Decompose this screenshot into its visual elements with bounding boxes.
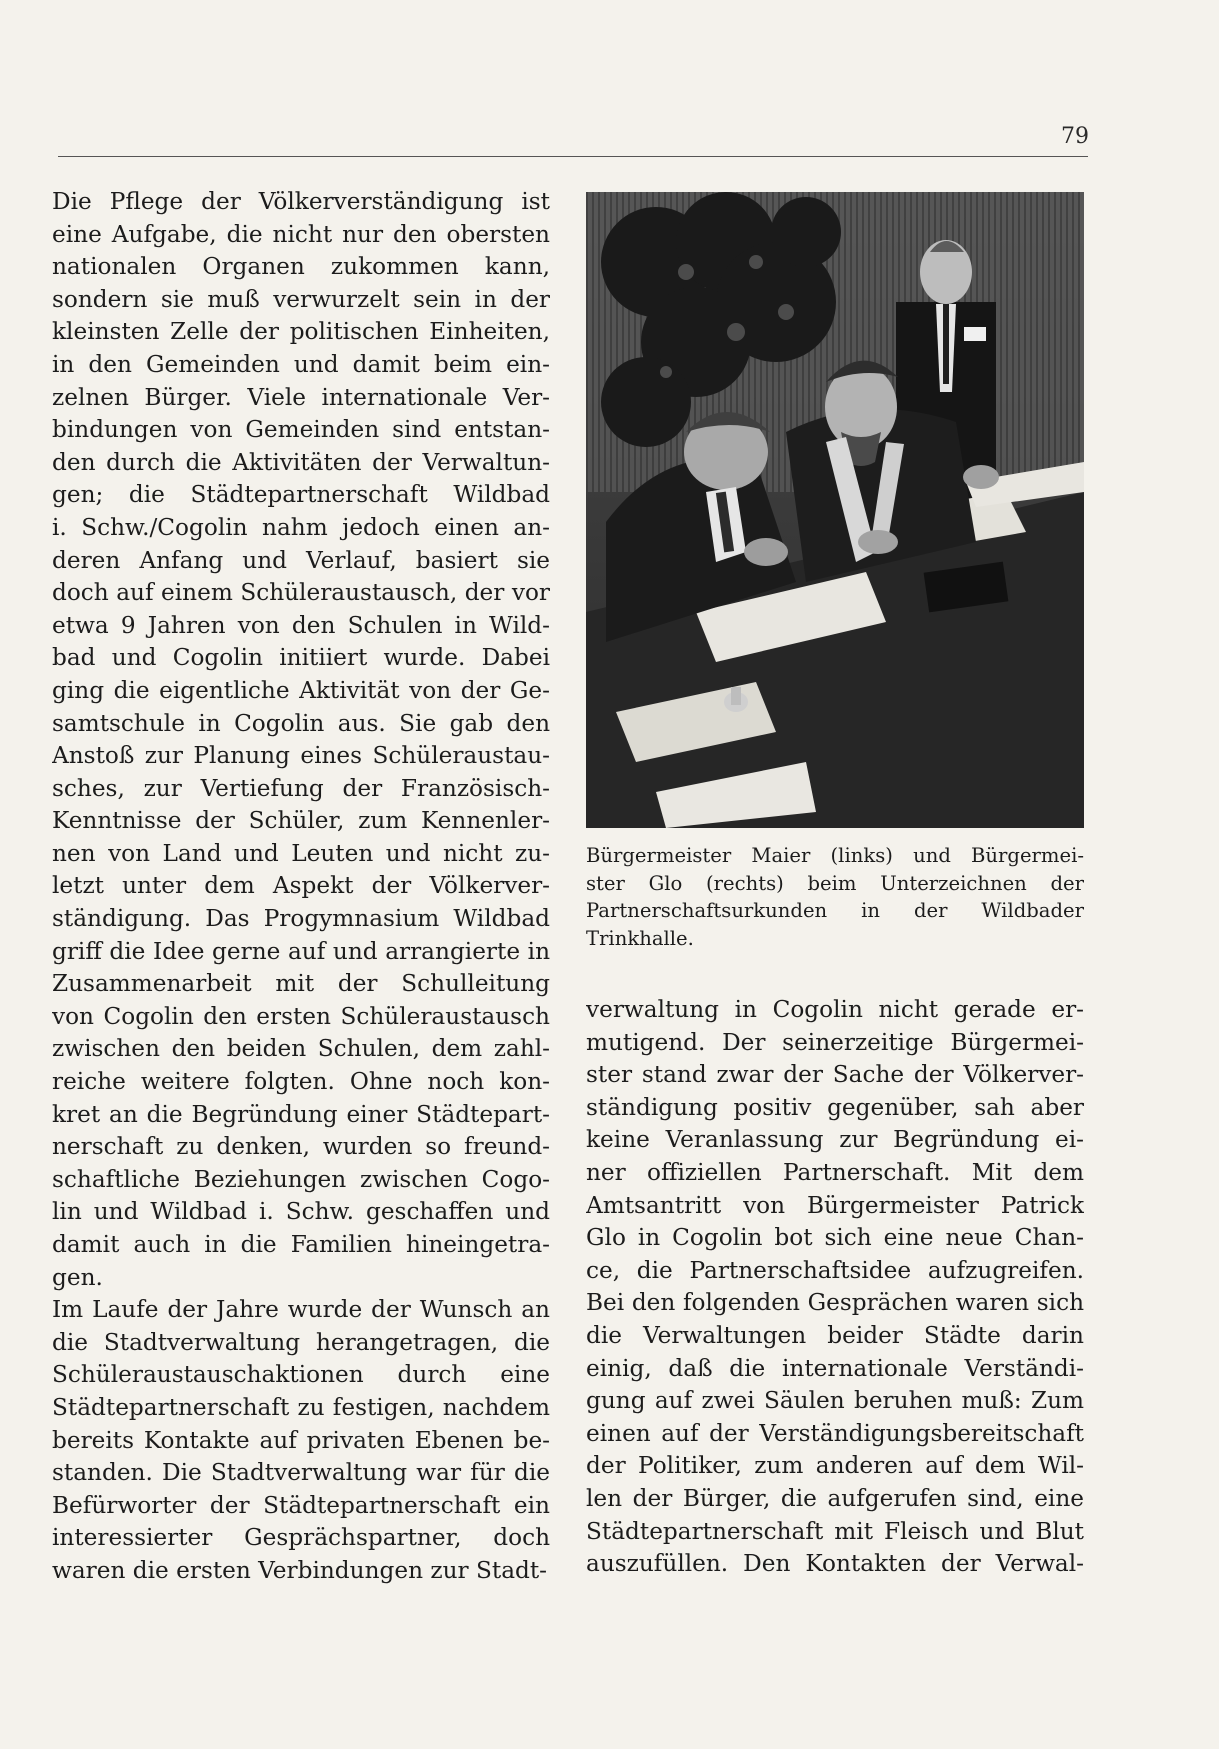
text-line: i. Schw./Cogolin nahm jedoch einen an- — [52, 513, 550, 541]
text-line: bereits Kontakte auf privaten Ebenen be- — [52, 1426, 550, 1454]
text-line: ster Glo (rechts) beim Unterzeichnen der — [586, 871, 1084, 895]
text-line: gen; die Städtepartnerschaft Wildbad — [52, 481, 550, 509]
text-line: mutigend. Der seinerzeitige Bürgermei- — [586, 1028, 1084, 1056]
text-line: Städtepartnerschaft zu festigen, nachdem — [52, 1393, 550, 1421]
text-line: lin und Wildbad i. Schw. geschaffen und — [52, 1198, 550, 1226]
text-line: kleinsten Zelle der politischen Einheiten, — [52, 318, 550, 346]
text-line: den durch die Aktivitäten der Verwaltun- — [52, 448, 550, 476]
text-line: ging die eigentliche Aktivität von der Ge- — [52, 676, 550, 704]
text-line: ce, die Partnerschaftsidee aufzugreifen. — [586, 1256, 1084, 1284]
text-line: len der Bürger, die aufgerufen sind, eine — [586, 1484, 1084, 1512]
text-line: zwischen den beiden Schulen, dem zahl- — [52, 1035, 550, 1063]
text-line: letzt unter dem Aspekt der Völkerver- — [52, 872, 550, 900]
text-line: eine Aufgabe, die nicht nur den obersten — [52, 220, 550, 248]
text-line: Zusammenarbeit mit der Schulleitung — [52, 970, 550, 998]
text-line: waren die ersten Verbindungen zur Stadt- — [52, 1556, 548, 1584]
text-line: zelnen Bürger. Viele internationale Ver- — [52, 383, 550, 411]
text-line: bindungen von Gemeinden sind entstan- — [52, 416, 550, 444]
photo-signing-ceremony-icon — [586, 192, 1084, 828]
text-line: in den Gemeinden und damit beim ein- — [52, 350, 550, 378]
text-line: einig, daß die internationale Verständi- — [586, 1354, 1084, 1382]
text-line: Kenntnisse der Schüler, zum Kennenler- — [52, 807, 550, 835]
text-line: Befürworter der Städtepartnerschaft ein — [52, 1491, 550, 1519]
text-line: der Politiker, zum anderen auf dem Wil- — [586, 1452, 1084, 1480]
text-line: interessierter Gesprächspartner, doch — [52, 1524, 550, 1552]
text-line: schaftliche Beziehungen zwischen Cogo- — [52, 1165, 550, 1193]
text-line: von Cogolin den ersten Schüleraustausch — [52, 1002, 550, 1030]
text-line: ster stand zwar der Sache der Völkerver- — [586, 1061, 1084, 1089]
text-line: Bürgermeister Maier (links) und Bürgermei- — [586, 844, 1084, 867]
text-line: nerschaft zu denken, wurden so freund- — [52, 1133, 550, 1161]
text-line: Bei den folgenden Gesprächen waren sich — [586, 1289, 1084, 1317]
text-line: einen auf der Verständigungsbereitschaft — [586, 1419, 1084, 1447]
signing-photo — [586, 192, 1084, 828]
text-line: damit auch in die Familien hineingetra- — [52, 1231, 550, 1258]
text-line: ner offiziellen Partnerschaft. Mit dem — [586, 1158, 1084, 1186]
text-line: Amtsantritt von Bürgermeister Patrick — [586, 1191, 1084, 1219]
text-line: doch auf einem Schüleraustausch, der vor — [52, 579, 550, 607]
text-line: nen von Land und Leuten und nicht zu- — [52, 839, 550, 867]
text-line: samtschule in Cogolin aus. Sie gab den — [52, 709, 550, 737]
text-line: nationalen Organen zukommen kann, — [52, 253, 550, 281]
text-line: die Verwaltungen beider Städte darin — [586, 1321, 1084, 1349]
text-line: Glo in Cogolin bot sich eine neue Chan- — [586, 1224, 1084, 1252]
text-line: Die Pflege der Völkerverständigung ist — [52, 188, 550, 215]
text-line: gung auf zwei Säulen beruhen muß: Zum — [586, 1387, 1084, 1415]
text-line: Partnerschaftsurkunden in der Wildbader — [586, 899, 1084, 923]
text-line: Im Laufe der Jahre wurde der Wunsch an — [52, 1296, 550, 1324]
text-line: Schüleraustauschaktionen durch eine — [52, 1361, 550, 1389]
text-line: sches, zur Vertiefung der Französisch- — [52, 774, 550, 802]
text-line: sondern sie muß verwurzelt sein in der — [52, 285, 550, 313]
text-line: verwaltung in Cogolin nicht gerade er- — [586, 996, 1084, 1023]
text-line: bad und Cogolin initiiert wurde. Dabei — [52, 644, 550, 672]
photo-caption — [586, 842, 1084, 952]
text-line: die Stadtverwaltung herangetragen, die — [52, 1328, 550, 1356]
text-line: ständigung positiv gegenüber, sah aber — [586, 1093, 1084, 1121]
text-line: gen. — [52, 1263, 103, 1291]
page-number: 79 — [1061, 124, 1089, 149]
text-line: keine Veranlassung zur Begründung ei- — [586, 1126, 1084, 1154]
text-line: Städtepartnerschaft mit Fleisch und Blut — [586, 1517, 1084, 1545]
text-line: etwa 9 Jahren von den Schulen in Wild- — [52, 611, 550, 639]
text-line: ständigung. Das Progymnasium Wildbad — [52, 905, 550, 933]
text-line: kret an die Begründung einer Städtepart- — [52, 1100, 550, 1128]
header-rule — [58, 156, 1088, 157]
text-line: griff die Idee gerne auf und arrangierte in — [52, 937, 550, 965]
left-column-text — [52, 186, 550, 1588]
text-line: Trinkhalle. — [586, 926, 694, 950]
right-column-text — [586, 994, 1084, 1581]
text-line: deren Anfang und Verlauf, basiert sie — [52, 546, 550, 574]
text-line: auszufüllen. Den Kontakten der Verwal- — [586, 1550, 1084, 1578]
text-line: reiche weitere folgten. Ohne noch kon- — [52, 1068, 550, 1096]
text-line: Anstoß zur Planung eines Schüleraustau- — [52, 742, 550, 770]
text-line: standen. Die Stadtverwaltung war für die — [52, 1459, 550, 1487]
